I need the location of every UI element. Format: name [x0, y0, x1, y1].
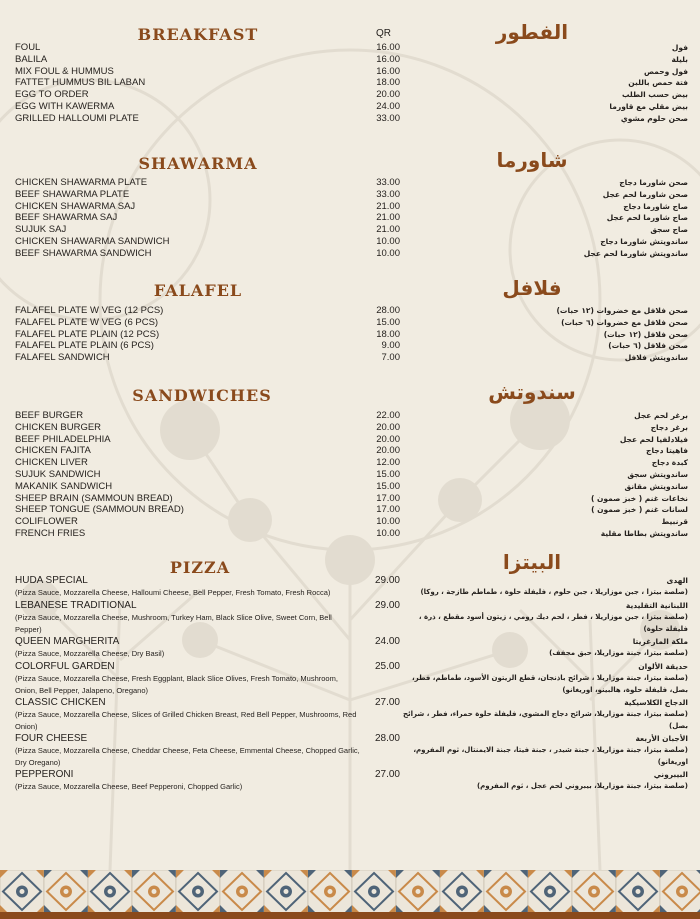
item-name-ar: صحن فلافل (٦ حبات) [608, 341, 688, 351]
item-name: COLIFLOWER [15, 516, 78, 528]
item-price: 16.00 [376, 65, 400, 77]
menu-item [15, 54, 400, 66]
item-name-ar: صحن شاورما لحم عجل [602, 189, 688, 199]
section-title-falafel: FALAFEL [153, 281, 243, 300]
pizza-description-ar: (صلصة بيتزا، جبنة موزاريلا ، شرائح باذنجان، قطع الزيتون الأسود، طماطم، فطر، بصل، فليفلة حلوة، هالبينو، اوريغانو) [411, 674, 688, 694]
item-name-ar: ساندويتش سجق [627, 469, 688, 479]
item-price: 15.00 [376, 468, 400, 480]
section-title-falafel-ar: فلافل [502, 276, 562, 300]
pizza-description-ar: (صلصة بيتزا ، جبن موزاريلا ، جبن حلوم ، فليفلة حلوة ، طماطم طازجة ، روكا) [420, 588, 688, 596]
pizza-price: 25.00 [374, 661, 400, 672]
item-price: 28.00 [376, 305, 400, 316]
breakfast-list-ar [388, 42, 688, 125]
pizza-item-ar [398, 697, 688, 732]
item-name: FOUL [15, 42, 41, 53]
item-price: 10.00 [376, 527, 400, 539]
pizza-name-ar: الأجبان الأربعة [635, 734, 688, 743]
pizza-description: (Pizza Sauce, Mozzarella Cheese, Mushroom, Turkey Ham, Black Slice Olive, Sweet Corn, Bell Pepper) [15, 613, 332, 634]
pizza-item-ar [398, 636, 688, 660]
item-name-ar: ساندويتش بطاطا مقلية [600, 528, 688, 538]
item-name: CHICKEN BURGER [15, 421, 102, 433]
item-name: SUJUK SAJ [15, 224, 67, 236]
pizza-item [15, 697, 400, 732]
item-name-ar: فتة حمص باللبن [628, 78, 688, 88]
item-price: 17.00 [376, 492, 400, 504]
pizza-description-ar: (صلصة بيتزا، جبنة موزاريلا، حبق مجفف) [549, 649, 688, 657]
pizza-list-ar [398, 575, 688, 794]
item-name: FALAFEL PLATE W VEG (6 PCS) [15, 316, 159, 328]
section-title-breakfast-ar: الفطور [495, 20, 569, 44]
section-title-shawarma-ar: شاورما [496, 148, 568, 172]
menu-item [15, 445, 400, 457]
item-price: 20.00 [376, 421, 400, 433]
pizza-name: CLASSIC CHICKEN [15, 697, 106, 708]
item-name-ar: فول وحمص [643, 66, 688, 76]
menu-item [15, 528, 400, 540]
bottom-bar [0, 912, 700, 919]
item-name-ar: صاج شاورما لحم عجل [606, 213, 688, 223]
pizza-item [15, 661, 400, 696]
pizza-item [15, 769, 400, 793]
menu-item [15, 410, 400, 422]
item-price: 15.00 [376, 480, 400, 492]
menu-item [15, 212, 400, 224]
pizza-item-ar [398, 600, 688, 635]
item-name-ar: ساندويتش شاورما لحم عجل [583, 248, 688, 258]
item-name-ar: صحن حلوم مشوي [620, 113, 688, 123]
shawarma-list [15, 177, 400, 260]
pizza-item [15, 575, 400, 599]
item-name-ar: بيض حسب الطلب [621, 90, 688, 100]
item-price: 33.00 [376, 188, 400, 200]
item-name-ar: فاهيتا دجاج [646, 446, 688, 456]
pizza-name-ar: الهدى [666, 576, 688, 585]
menu-item [15, 189, 400, 201]
item-name: FATTET HUMMUS BIL LABAN [15, 77, 146, 89]
pizza-item-ar [398, 575, 688, 599]
menu-item [15, 236, 400, 248]
menu-item [15, 469, 400, 481]
item-name: MIX FOUL & HUMMUS [15, 65, 114, 77]
item-price: 33.00 [376, 177, 400, 188]
menu-item [15, 504, 400, 516]
item-name-ar: صحن فلافل (١٢ حبات) [603, 329, 688, 339]
item-name-ar: ساندويتش شاورما دجاج [600, 236, 688, 246]
section-title-pizza-ar: البيتزا [502, 550, 562, 574]
section-title-sandwiches: SANDWICHES [132, 386, 272, 405]
falafel-list-ar [388, 305, 688, 364]
menu-item [15, 457, 400, 469]
item-name: SHEEP TONGUE (SAMMOUN BREAD) [15, 504, 184, 516]
menu-item [15, 305, 400, 317]
item-price: 20.00 [376, 89, 400, 101]
item-name-ar: بيض مقلي مع قاورما [609, 101, 688, 111]
item-price: 9.00 [381, 340, 400, 352]
item-name-ar: ساندويتش فلافل [624, 353, 688, 363]
pizza-price: 29.00 [374, 600, 400, 611]
item-name: BEEF SHAWARMA SAJ [15, 212, 118, 224]
item-name: CHICKEN FAJITA [15, 445, 91, 457]
menu-item [15, 493, 400, 505]
pizza-item-ar [398, 769, 688, 793]
item-name: EGG WITH KAWERMA [15, 100, 115, 112]
menu-item [15, 77, 400, 89]
item-price: 16.00 [376, 42, 400, 53]
pizza-description-ar: (صلصة بيتزا، جبنة موزاريلا، بيبروني لحم عجل ، ثوم المفروم) [476, 782, 688, 790]
pizza-item [15, 733, 400, 768]
item-name-ar: برغر دجاج [650, 422, 688, 432]
pizza-price: 24.00 [374, 636, 400, 647]
item-price: 12.00 [376, 457, 400, 469]
item-name: FRENCH FRIES [15, 527, 86, 539]
menu-item [15, 434, 400, 446]
pizza-name: PEPPERONI [15, 769, 74, 780]
item-price: 20.00 [376, 433, 400, 445]
section-title-pizza: PIZZA [169, 558, 231, 577]
pizza-item [15, 600, 400, 635]
item-name: CHICKEN SHAWARMA SANDWICH [15, 235, 170, 247]
item-price: 21.00 [376, 224, 400, 236]
section-title-breakfast: BREAKFAST [137, 25, 259, 44]
menu-item [15, 42, 400, 54]
section-title-shawarma: SHAWARMA [138, 154, 258, 173]
item-name: FALAFEL PLATE PLAIN (6 PCS) [15, 340, 154, 352]
pizza-description-ar: (صلصة بيتزا، جبنة موزاريلا، شرائح دجاج المشوي، فليفلة حلوة حمراء، فطر ، شرائح بصل) [402, 710, 688, 730]
item-name: BEEF SHAWARMA PLATE [15, 188, 130, 200]
pizza-description: (Pizza Sauce, Mozzarella Cheese, Cheddar Cheese, Feta Cheese, Emmental Cheese, Chopped Garlic, Dry Oregano) [15, 746, 360, 767]
menu-item [15, 224, 400, 236]
shawarma-list-ar [388, 177, 688, 260]
sandwiches-list-ar [388, 410, 688, 540]
pizza-price: 28.00 [374, 733, 400, 744]
pizza-name-ar: الدجاج الكلاسيكية [624, 698, 688, 707]
item-name-ar: برغر لحم عجل [634, 411, 688, 420]
menu-item [15, 177, 400, 189]
item-name: BEEF PHILADELPHIA [15, 433, 111, 445]
pizza-name-ar: البيبروني [653, 770, 688, 779]
item-price: 20.00 [376, 445, 400, 457]
item-name: CHICKEN SHAWARMA PLATE [15, 177, 148, 188]
menu-item [15, 352, 400, 364]
item-price: 21.00 [376, 212, 400, 224]
pizza-description: (Pizza Sauce, Mozzarella Cheese, Slices of Grilled Chicken Breast, Red Bell Pepper, Mushrooms, Red Onion) [15, 710, 357, 731]
item-price: 10.00 [376, 247, 400, 259]
pizza-item [15, 636, 400, 660]
item-price: 10.00 [376, 235, 400, 247]
item-price: 15.00 [376, 316, 400, 328]
item-name: EGG TO ORDER [15, 89, 89, 101]
pizza-item-ar [398, 661, 688, 696]
pizza-description-ar: (صلصة بيتزا، جبنة موزاريلا ، جبنة شيدر ، جبنة فيتا، جبنة الايمنتال، ثوم المفروم، اوريغانو) [413, 746, 688, 766]
pizza-list [15, 575, 400, 794]
item-name-ar: بليلة [671, 54, 688, 64]
item-name: SUJUK SANDWICH [15, 468, 101, 480]
menu-item [15, 317, 400, 329]
item-name-ar: نخاعات غنم ( خبز صمون ) [590, 493, 688, 503]
pizza-price: 29.00 [374, 575, 400, 586]
item-name: SHEEP BRAIN (SAMMOUN BREAD) [15, 492, 173, 504]
currency-header: QR [376, 28, 391, 39]
menu-item [15, 516, 400, 528]
section-title-sandwiches-ar: سندوتش [488, 380, 576, 404]
item-name: BALILA [15, 53, 48, 65]
item-price: 33.00 [376, 112, 400, 124]
pizza-description: (Pizza Sauce, Mozzarella Cheese, Beef Pepperoni, Chopped Garlic) [15, 782, 243, 791]
item-name: FALAFEL PLATE PLAIN (12 PCS) [15, 328, 160, 340]
menu-item [15, 89, 400, 101]
menu-item [15, 340, 400, 352]
tile-pattern-border [0, 870, 700, 913]
item-name-ar: لسانات غنم ( خبز صمون ) [591, 505, 688, 515]
item-name-ar: صاج شاورما دجاج [623, 201, 688, 211]
item-name: CHICKEN SHAWARMA SAJ [15, 200, 136, 212]
item-price: 21.00 [376, 200, 400, 212]
item-price: 18.00 [376, 328, 400, 340]
item-name: FALAFEL PLATE W VEG (12 PCS) [15, 305, 164, 316]
item-name-ar: قرنبيط [661, 517, 688, 527]
pizza-price: 27.00 [374, 697, 400, 708]
falafel-list [15, 305, 400, 364]
item-price: 10.00 [376, 516, 400, 528]
pizza-name: FOUR CHEESE [15, 733, 88, 744]
pizza-name: COLORFUL GARDEN [15, 661, 115, 672]
sandwiches-list [15, 410, 400, 540]
item-name: BEEF BURGER [15, 410, 84, 421]
pizza-description: (Pizza Sauce, Mozzarella Cheese, Halloumi Cheese, Bell Pepper, Fresh Tomato, Fresh Rocca) [15, 588, 331, 597]
item-name: FALAFEL SANDWICH [15, 352, 110, 364]
pizza-item-ar [398, 733, 688, 768]
item-price: 18.00 [376, 77, 400, 89]
item-name-ar: صحن شاورما دجاج [619, 178, 688, 187]
menu-item [15, 201, 400, 213]
item-price: 24.00 [376, 100, 400, 112]
menu-item [15, 248, 400, 260]
pizza-price: 27.00 [374, 769, 400, 780]
item-price: 17.00 [376, 504, 400, 516]
item-name-ar: فيلادلفيا لحم عجل [619, 434, 688, 444]
pizza-name: LEBANESE TRADITIONAL [15, 600, 137, 611]
item-price: 7.00 [381, 352, 400, 364]
item-name-ar: صحن فلافل مع خضروات (١٢ حبات) [556, 306, 688, 315]
pizza-name-ar: اللبنانية التقليدية [625, 601, 688, 610]
pizza-name: QUEEN MARGHERITA [15, 636, 120, 647]
pizza-description-ar: (صلصة بيتزا ، جبن موزاريلا ، فطر ، لحم ديك رومي ، زيتون أسود مقطع ، ذرة ، فليفلة حلوة) [418, 613, 688, 633]
pizza-description: (Pizza Sauce, Mozzarella Cheese, Fresh Eggplant, Black Slice Olives, Fresh Tomato, Mushroom, Onion, Bell Pepper, Jalapeno, Oregano) [15, 674, 338, 695]
item-name-ar: صاج سجق [650, 225, 688, 235]
item-name-ar: فول [671, 43, 688, 52]
menu-item [15, 113, 400, 125]
item-name: CHICKEN LIVER [15, 457, 88, 469]
item-name: GRILLED HALLOUMI PLATE [15, 112, 139, 124]
menu-item [15, 329, 400, 341]
menu-item [15, 66, 400, 78]
item-name: BEEF SHAWARMA SANDWICH [15, 247, 152, 259]
menu-item [15, 481, 400, 493]
item-name-ar: كبدة دجاج [651, 458, 688, 468]
menu-item [15, 101, 400, 113]
pizza-name-ar: حديقة الألوان [638, 662, 688, 671]
item-name-ar: ساندويتش مقانق [624, 481, 688, 491]
menu-item [15, 422, 400, 434]
pizza-name: HUDA SPECIAL [15, 575, 88, 586]
pizza-name-ar: ملكة المارغريتا [632, 637, 688, 646]
item-price: 22.00 [376, 410, 400, 421]
item-name: MAKANIK SANDWICH [15, 480, 113, 492]
item-price: 16.00 [376, 53, 400, 65]
pizza-description: (Pizza Sauce, Mozzarella Cheese, Dry Basil) [15, 649, 165, 658]
item-name-ar: صحن فلافل مع خضروات (٦ حبات) [561, 317, 688, 327]
breakfast-list [15, 42, 400, 125]
